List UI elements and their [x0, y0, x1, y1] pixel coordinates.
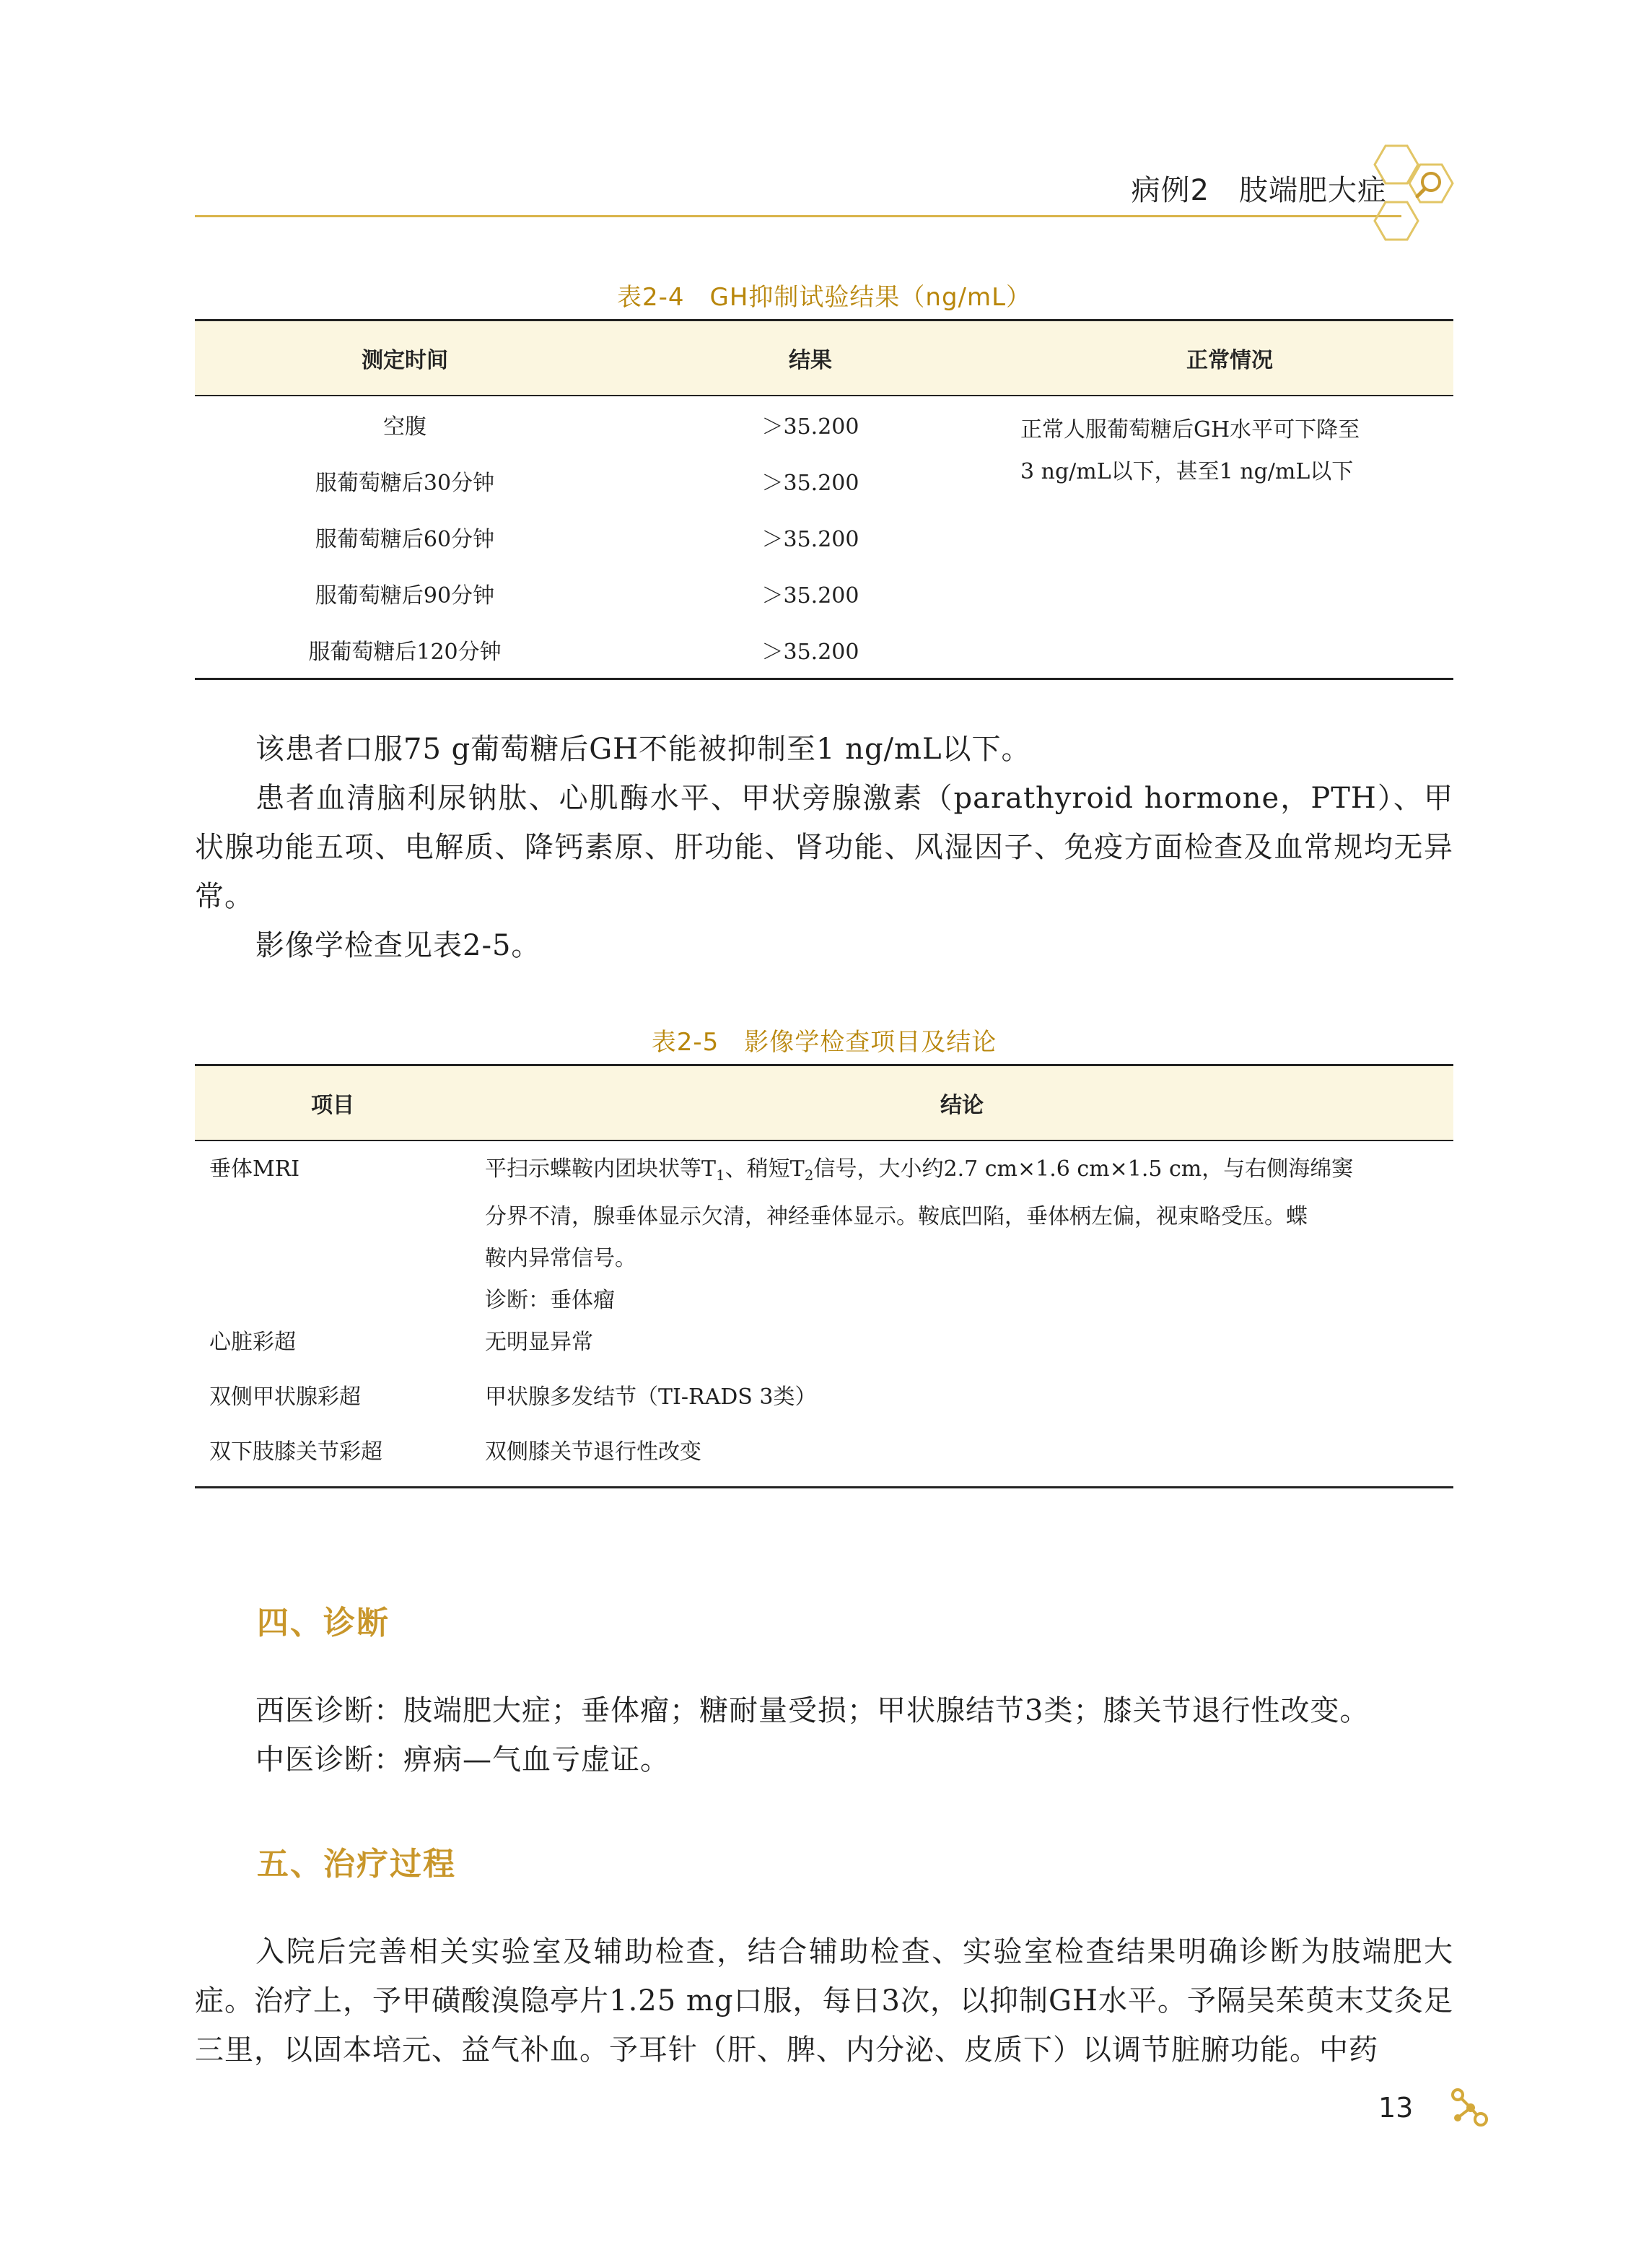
header-rule: [195, 215, 1401, 217]
conclusion-text: 信号，大小约2.7 cm×1.6 cm×1.5 cm，与右侧海绵窦: [813, 1156, 1354, 1182]
item-cell: 双侧甲状腺彩超: [209, 1384, 361, 1410]
column-header: 结论: [471, 1065, 1453, 1141]
page-number: 13: [1378, 2092, 1414, 2124]
table-2-5-caption: 表2-5 影像学检查项目及结论: [651, 1028, 997, 1057]
imaging-table: [195, 1064, 1453, 1488]
item-cell: 垂体MRI: [209, 1156, 300, 1182]
body-paragraph: 影像学检查见表2-5。: [255, 929, 541, 962]
table-header-row: [195, 320, 1453, 396]
time-cell: 空腹: [383, 414, 426, 440]
time-cell: 服葡萄糖后30分钟: [315, 471, 495, 496]
table-row: [195, 1377, 1453, 1431]
conclusion-text: 、稍短T: [725, 1156, 805, 1182]
conclusion-line: 分界不清，腺垂体显示欠清，神经垂体显示。鞍底凹陷，垂体柄左偏，视束略受压。蝶: [485, 1204, 1308, 1229]
hexagon-logo-icon: [1364, 137, 1458, 245]
gh-suppression-table: [195, 319, 1453, 680]
column-header: 结果: [615, 320, 1006, 396]
table-row: [195, 1431, 1453, 1488]
table-row: [195, 1322, 1453, 1377]
result-cell: ＞35.200: [761, 414, 859, 440]
item-cell: 双下肢膝关节彩超: [209, 1439, 382, 1465]
section-heading-treatment: 五、治疗过程: [257, 1846, 456, 1883]
time-cell: 服葡萄糖后90分钟: [315, 583, 495, 609]
normal-text-line: 正常人服葡萄糖后GH水平可下降至: [1020, 417, 1360, 442]
section-heading-diagnosis: 四、诊断: [257, 1605, 390, 1641]
body-paragraph: 患者血清脑利尿钠肽、心肌酶水平、甲状旁腺激素（parathyroid hormone，PTH）、甲状腺功能五项、电解质、降钙素原、肝功能、肾功能、风湿因子、免疫方面检查及血常规均无异常。: [195, 782, 1453, 913]
molecule-icon: [1449, 2086, 1489, 2129]
conclusion-cell: 无明显异常: [485, 1330, 593, 1355]
subscript: 1: [716, 1166, 725, 1184]
conclusion-cell: [471, 1140, 1453, 1322]
header-title: 病例2 肢端肥大症: [1131, 174, 1387, 207]
table-row: [195, 396, 1453, 453]
conclusion-line: 鞍内异常信号。: [485, 1246, 636, 1271]
treatment-paragraph: 入院后完善相关实验室及辅助检查，结合辅助检查、实验室检查结果明确诊断为肢端肥大症。治疗上，予甲磺酸溴隐亭片1.25 mg口服，每日3次，以抑制GH水平。予隔吴茱萸末艾灸足三里，以固本培元、益气补血。予耳针（肝、脾、内分泌、皮质下）以调节脏腑功能。中药: [195, 1935, 1453, 2067]
normal-cell: [1006, 396, 1453, 679]
western-diagnosis: 西医诊断：肢端肥大症；垂体瘤；糖耐量受损；甲状腺结节3类；膝关节退行性改变。: [255, 1694, 1370, 1727]
conclusion-line: 诊断：垂体瘤: [485, 1288, 615, 1313]
conclusion-cell: 甲状腺多发结节（TI-RADS 3类）: [485, 1384, 817, 1410]
column-header: 项目: [195, 1065, 471, 1141]
time-cell: 服葡萄糖后120分钟: [308, 640, 502, 665]
conclusion-cell: 双侧膝关节退行性改变: [485, 1439, 701, 1465]
conclusion-text: 平扫示蝶鞍内团块状等T: [485, 1156, 717, 1182]
result-cell: ＞35.200: [761, 583, 859, 609]
table-row: [195, 1140, 1453, 1322]
running-header: [195, 167, 1401, 218]
result-cell: ＞35.200: [761, 471, 859, 496]
table-header-row: [195, 1065, 1453, 1141]
column-header: 正常情况: [1006, 320, 1453, 396]
conclusion-line: [485, 1148, 1439, 1196]
normal-text-line: 3 ng/mL以下，甚至1 ng/mL以下: [1020, 459, 1354, 484]
item-cell: 心脏彩超: [209, 1330, 296, 1355]
time-cell: 服葡萄糖后60分钟: [315, 527, 495, 552]
subscript: 2: [804, 1166, 814, 1184]
result-cell: ＞35.200: [761, 527, 859, 552]
result-cell: ＞35.200: [761, 640, 859, 665]
column-header: 测定时间: [195, 320, 615, 396]
table-2-4-caption: 表2-4 GH抑制试验结果（ng/mL）: [616, 283, 1032, 312]
tcm-diagnosis: 中医诊断：痹病—气血亏虚证。: [255, 1743, 670, 1776]
body-paragraph: 该患者口服75 g葡萄糖后GH不能被抑制至1 ng/mL以下。: [255, 733, 1031, 766]
